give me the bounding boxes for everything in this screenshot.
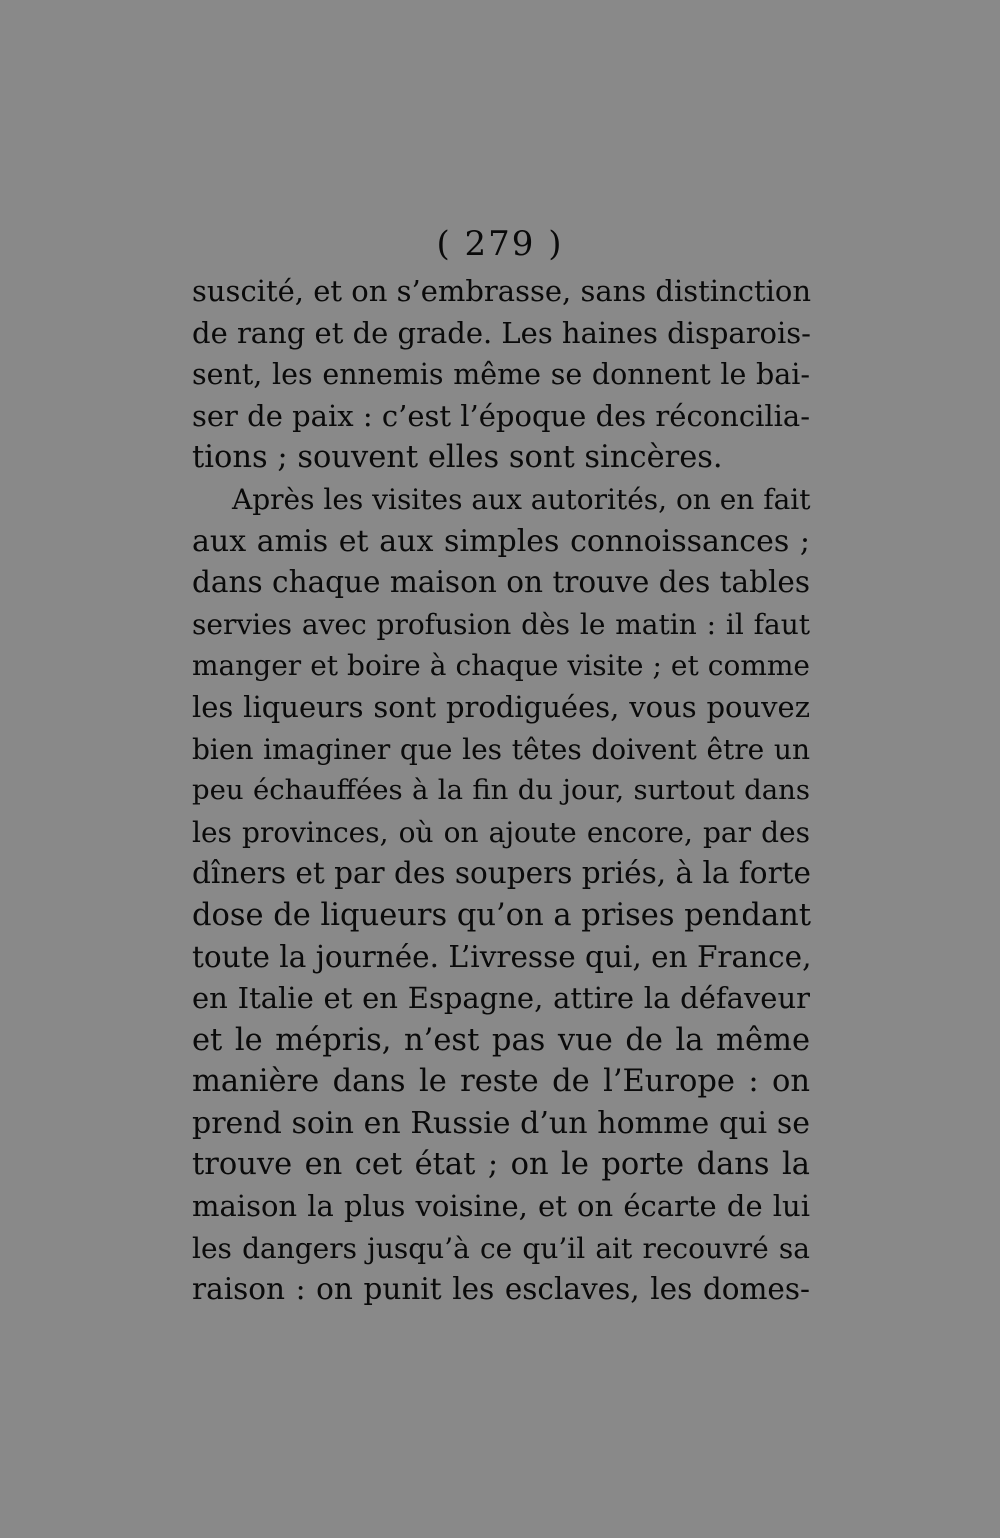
- page-number: ( 279 ): [436, 224, 564, 264]
- text-line: dans chaque maison on trouve des tables: [192, 565, 810, 600]
- text-line: prend soin en Russie d’un homme qui se: [192, 1105, 810, 1141]
- text-line: les liqueurs sont prodiguées, vous pouvez: [192, 689, 810, 724]
- text-line: maison la plus voisine, et on écarte de lui: [192, 1189, 810, 1224]
- text-line: trouve en cet état ; on le porte dans la: [192, 1147, 810, 1183]
- text-line: les dangers jusqu’à ce qu’il ait recouvré sa: [192, 1231, 810, 1265]
- text-line: dîners et par des soupers priés, à la forte: [192, 856, 811, 891]
- text-line: de rang et de grade. Les haines disparois-: [192, 315, 811, 350]
- text-line: tions ; souvent elles sont sincères.: [192, 440, 723, 476]
- text-line: toute la journée. L’ivresse qui, en France,: [192, 939, 812, 974]
- text-line: bien imaginer que les têtes doivent être un: [192, 732, 810, 766]
- text-line: Après les visites aux autorités, on en fait: [232, 482, 811, 516]
- body-text: [192, 271, 810, 1311]
- text-line: et le mépris, n’est pas vue de la même: [192, 1022, 810, 1058]
- text-line: dose de liqueurs qu’on a prises pendant: [192, 897, 812, 933]
- text-line: ser de paix : c’est l’époque des réconcilia-: [192, 398, 810, 433]
- text-line: servies avec profusion dès le matin : il faut: [192, 607, 810, 641]
- text-line: les provinces, où on ajoute encore, par des: [192, 815, 810, 849]
- text-line: sent, les ennemis même se donnent le bai-: [192, 358, 810, 392]
- text-line: suscité, et on s’embrasse, sans distinction: [192, 274, 812, 308]
- text-line: peu échauffées à la fin du jour, surtout dans: [192, 774, 810, 807]
- text-line: raison : on punit les esclaves, les domes-: [192, 1272, 810, 1307]
- text-line: en Italie et en Espagne, attire la défaveur: [192, 981, 810, 1016]
- text-line: manière dans le reste de l’Europe : on: [192, 1064, 810, 1100]
- text-line: aux amis et aux simples connoissances ;: [192, 523, 810, 559]
- text-line: manger et boire à chaque visite ; et comme: [192, 649, 810, 683]
